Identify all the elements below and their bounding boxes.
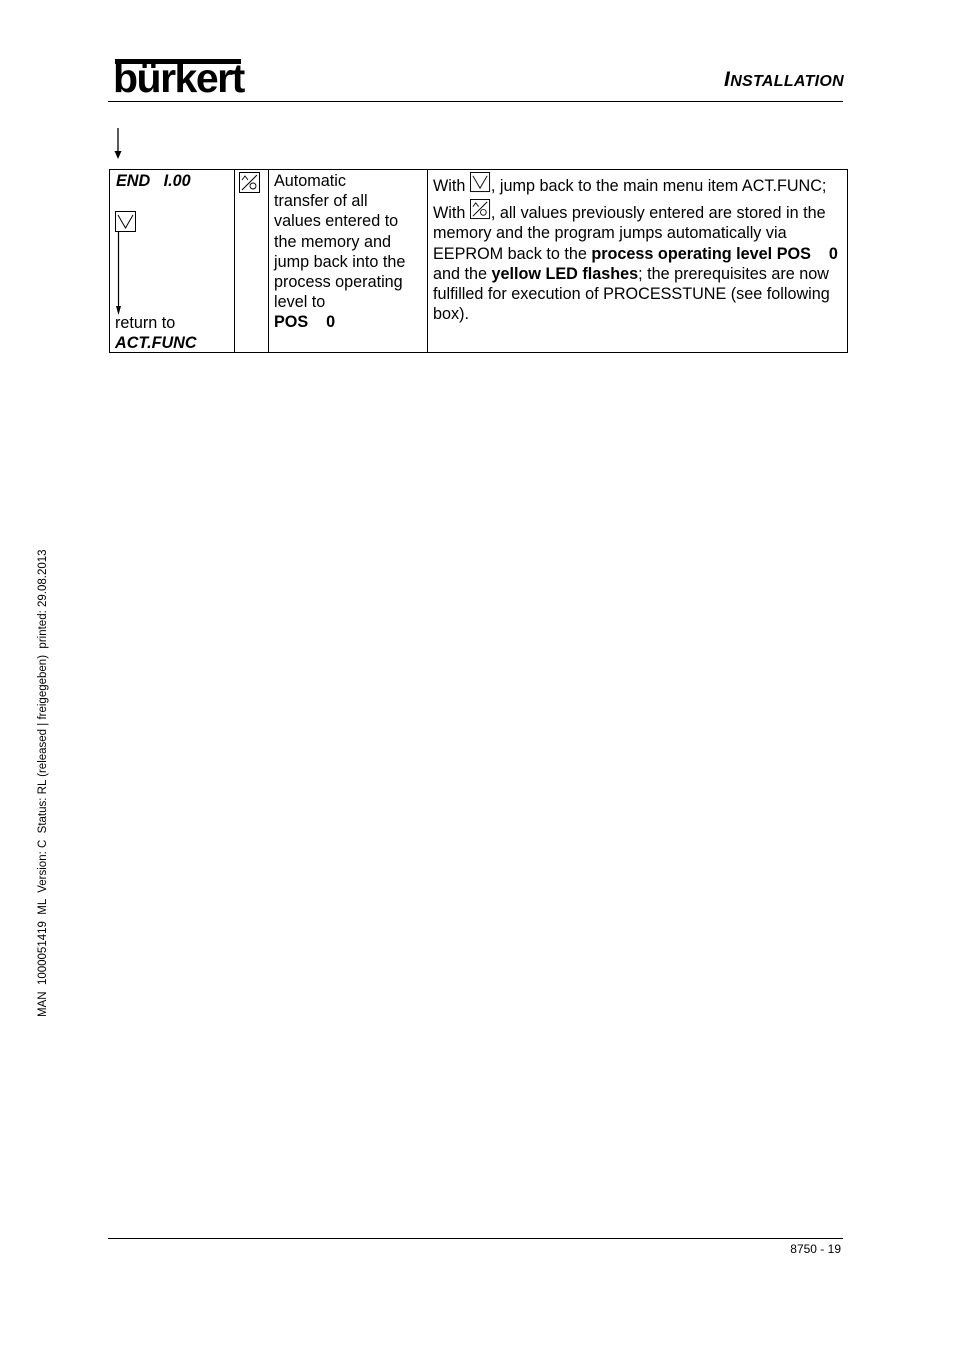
return-target: ACT.FUNC — [115, 334, 197, 352]
desc-bold: POS 0 — [776, 244, 838, 263]
footer-rule — [108, 1238, 843, 1239]
menu-code: END I.00 — [116, 172, 191, 190]
section-title — [724, 68, 844, 92]
key-cell — [235, 170, 269, 353]
burkert-logo — [113, 55, 245, 101]
desc-text: , all values previously entered are stored in the memory and the program jumps automatically via EEPROM back to the — [433, 204, 826, 263]
arrow-down-key-icon — [470, 172, 491, 193]
header-rule — [108, 101, 843, 102]
action-line: values entered to — [274, 212, 399, 231]
desc-text: and the — [433, 264, 492, 283]
action-pos: POS 0 — [274, 313, 336, 332]
desc-bold: process operating level — [591, 244, 773, 263]
action-cell — [269, 170, 428, 353]
table-row — [110, 170, 848, 353]
desc-bold: yellow LED flashes — [491, 264, 639, 283]
desc-text: With — [433, 204, 470, 223]
document-side-note: MAN 1000051419 ML Version: C Status: RL (released | freigegeben) printed: 29.08.2013 — [37, 549, 49, 1017]
action-line: transfer of all — [274, 192, 368, 211]
enter-key-icon — [470, 199, 491, 220]
description-cell — [428, 170, 848, 353]
description-paragraph-2 — [433, 199, 843, 324]
menu-code-cell — [110, 170, 235, 353]
return-label: return to — [115, 314, 176, 332]
page-number: 8750 - 19 — [790, 1242, 841, 1256]
desc-text: With — [433, 177, 470, 195]
arrow-down-key-icon — [115, 211, 137, 233]
desc-text: ; the prerequisites are now fulfilled for execution of PROCESSTUNE (see following box). — [433, 264, 830, 324]
description-paragraph-1 — [433, 172, 843, 196]
return-arrow-icon — [116, 232, 124, 316]
action-line: jump back into the — [274, 252, 406, 271]
enter-key-icon — [239, 172, 261, 194]
flow-arrow-down-icon — [113, 128, 123, 160]
desc-text: , jump back to the main menu item ACT.FUNC; — [490, 177, 827, 195]
action-line: process operating — [274, 273, 403, 292]
action-line: the memory and — [274, 232, 391, 251]
section-title-initial: I — [724, 68, 731, 91]
menu-step-table — [109, 169, 848, 353]
section-title-rest: NSTALLATION — [730, 73, 844, 90]
logo-text: bürkert — [113, 55, 244, 101]
action-line: level to — [274, 293, 326, 312]
action-line: Automatic — [274, 172, 346, 190]
